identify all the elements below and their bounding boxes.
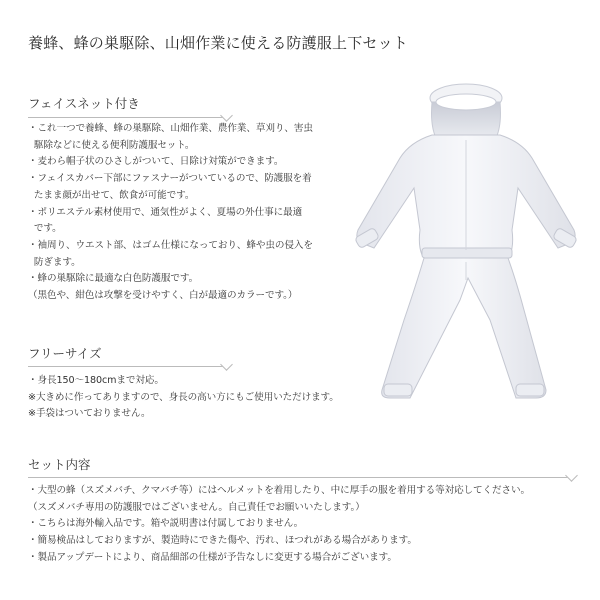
list-item: たまま顔が出せて、飲食が可能です。: [28, 189, 195, 201]
jacket: [354, 135, 577, 258]
divider-notch: [220, 109, 233, 122]
list-item: 防ぎます。: [28, 256, 81, 268]
set-contents-list: [28, 483, 530, 567]
list-item: ・製品アップデートにより、商品細部の仕様が予告なしに変更する場合がございます。: [28, 551, 397, 563]
list-item: ・簡易検品はしておりますが、製造時にできた傷や、汚れ、ほつれがある場合があります。: [28, 535, 417, 547]
list-item: ・フェイスカバー下部にファスナーがついているので、防護服を着: [28, 173, 312, 185]
trousers: [382, 258, 546, 398]
list-item: 駆除などに使える便利防護服セット。: [28, 139, 195, 151]
hood-hat: [430, 84, 502, 138]
list-item: ・ポリエステル素材使用で、通気性がよく、夏場の外仕事に最適: [28, 206, 303, 218]
list-item: ・大型の蜂（スズメバチ、クマバチ等）にはヘルメットを着用したり、中に厚手の服を着用する等対応してください。: [28, 485, 531, 496]
list-item: ・麦わら帽子状のひさしがついて、日除け対策ができます。: [28, 156, 284, 168]
section-heading-set-contents: セット内容: [28, 457, 91, 472]
divider-notch: [565, 469, 578, 482]
list-item: ※大きめに作ってありますので、身長の高い方にもご使用いただけます。: [28, 391, 339, 403]
list-item: ・これ一つで養蜂、蜂の巣駆除、山畑作業、農作業、草刈り、害虫: [28, 123, 313, 134]
list-item: （黒色や、紺色は攻撃を受けやすく、白が最適のカラーです。）: [28, 290, 298, 302]
feature-list: [28, 121, 313, 305]
section-heading-free-size: フリーサイズ: [28, 346, 102, 361]
section-divider: [28, 117, 228, 118]
list-item: です。: [28, 223, 62, 235]
list-item: （スズメバチ専用の防護服ではございません。自己責任でお願いいたします。）: [28, 501, 365, 513]
list-item: ・こちらは海外輸入品です。箱や説明書は付属しておりません。: [28, 518, 304, 530]
section-divider: [28, 366, 228, 367]
protective-suit-image: [340, 80, 590, 410]
size-list: [28, 373, 339, 423]
page-title: 養蜂、蜂の巣駆除、山畑作業に使える防護服上下セット: [28, 34, 409, 52]
list-item: ・蜂の巣駆除に最適な白色防護服です。: [28, 273, 199, 285]
list-item: ※手袋はついておりません。: [28, 408, 151, 420]
section-heading-face-net: フェイスネット付き: [28, 96, 140, 111]
divider-notch: [220, 358, 233, 371]
list-item: ・袖周り、ウエスト部、はゴム仕様になっており、蜂や虫の侵入を: [28, 239, 313, 251]
section-divider: [28, 477, 573, 478]
list-item: ・身長150～180cmまで対応。: [28, 375, 164, 386]
